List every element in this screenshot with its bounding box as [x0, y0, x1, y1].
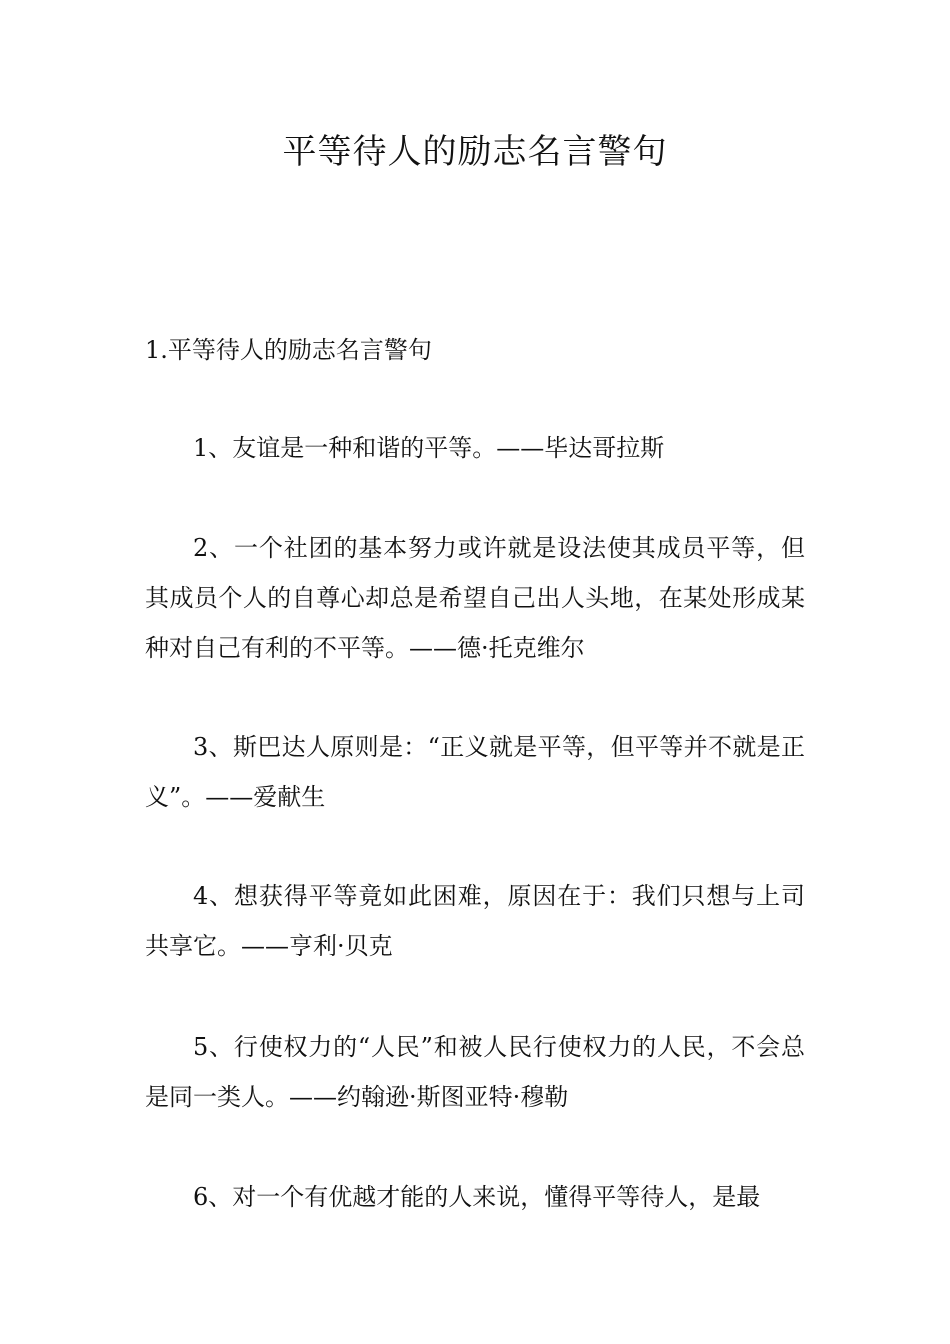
quote-3: 3、斯巴达人原则是：“正义就是平等，但平等并不就是正义”。——爱献生	[145, 733, 805, 811]
section-heading: 1.平等待人的励志名言警句	[145, 336, 432, 364]
quote-5: 5、行使权力的“人民”和被人民行使权力的人民，不会总是同一类人。——约翰逊·斯图亚特·穆勒	[145, 1033, 805, 1111]
quote-1: 1、友谊是一种和谐的平等。——毕达哥拉斯	[193, 434, 665, 462]
quote-6: 6、对一个有优越才能的人来说，懂得平等待人，是最	[193, 1183, 761, 1211]
quote-4: 4、想获得平等竟如此困难，原因在于：我们只想与上司共享它。——亨利·贝克	[145, 882, 805, 960]
document-title: 平等待人的励志名言警句	[282, 132, 668, 172]
quote-2: 2、一个社团的基本努力或许就是设法使其成员平等，但其成员个人的自尊心却总是希望自己出人头地，在某处形成某种对自己有利的不平等。——德·托克维尔	[145, 534, 805, 662]
